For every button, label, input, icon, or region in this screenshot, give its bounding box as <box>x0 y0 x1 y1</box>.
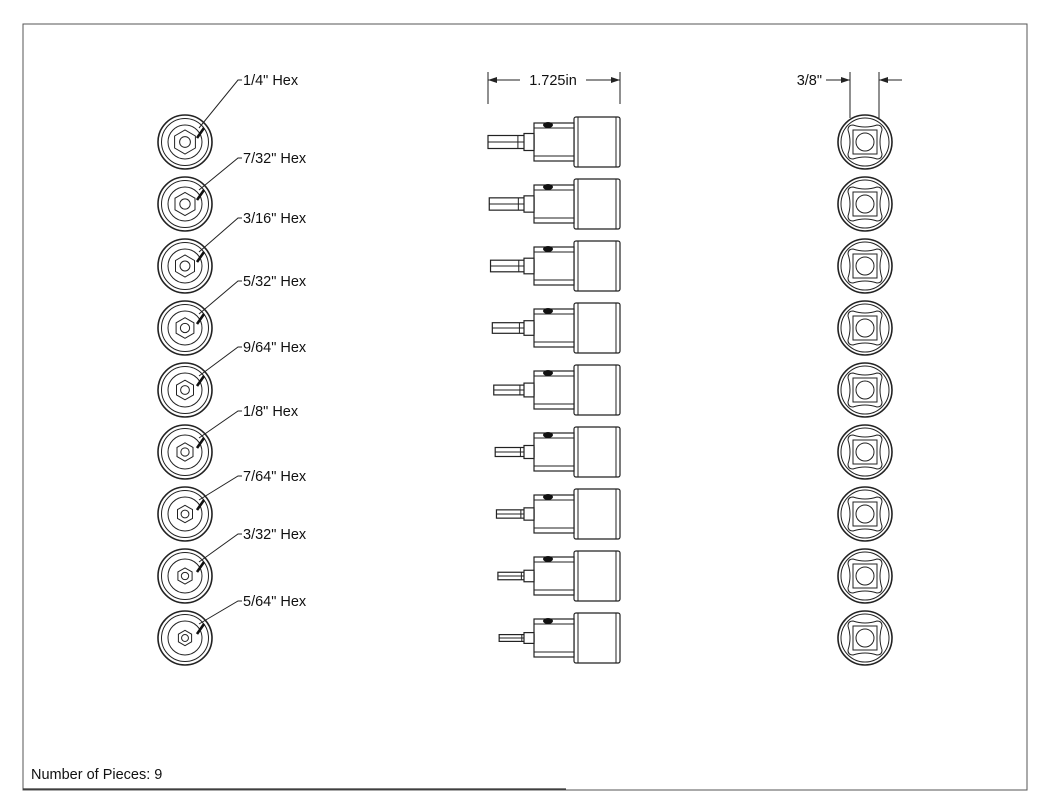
hex-size-label: 3/32" Hex <box>243 527 307 543</box>
front-view-socket <box>158 527 307 603</box>
rear-views-column <box>838 115 892 665</box>
front-view-socket <box>158 404 299 479</box>
rear-view-socket <box>838 549 892 603</box>
side-view-socket <box>488 117 620 167</box>
side-view-socket <box>499 613 620 663</box>
side-view-socket <box>491 241 620 291</box>
hex-size-label: 1/4" Hex <box>243 73 299 89</box>
hex-size-label: 7/32" Hex <box>243 151 307 167</box>
rear-view-socket <box>838 301 892 355</box>
side-view-socket <box>495 427 620 477</box>
hex-size-label: 1/8" Hex <box>243 404 299 420</box>
hex-size-label: 9/64" Hex <box>243 340 307 356</box>
drive-dimension <box>797 72 902 118</box>
hex-size-label: 3/16" Hex <box>243 211 307 227</box>
rear-view-socket <box>838 177 892 231</box>
rear-view-socket <box>838 425 892 479</box>
length-dimension <box>488 72 620 104</box>
hex-size-label: 5/64" Hex <box>243 594 307 610</box>
drive-dimension-label: 3/8" <box>796 73 822 89</box>
hex-size-label: 7/64" Hex <box>243 469 307 485</box>
front-views-column <box>158 73 307 665</box>
side-views-column <box>488 117 620 663</box>
pieces-count-label: Number of Pieces: 9 <box>31 767 163 783</box>
rear-view-socket <box>838 363 892 417</box>
hex-size-label: 5/32" Hex <box>243 274 307 290</box>
side-view-socket <box>496 489 620 539</box>
side-view-socket <box>492 303 620 353</box>
rear-view-socket <box>838 239 892 293</box>
rear-view-socket <box>838 115 892 169</box>
front-view-socket <box>158 594 307 665</box>
rear-view-socket <box>838 487 892 541</box>
length-dimension-label: 1.725in <box>529 73 577 89</box>
side-view-socket <box>498 551 620 601</box>
side-view-socket <box>489 179 620 229</box>
side-view-socket <box>494 365 620 415</box>
rear-view-socket <box>838 611 892 665</box>
